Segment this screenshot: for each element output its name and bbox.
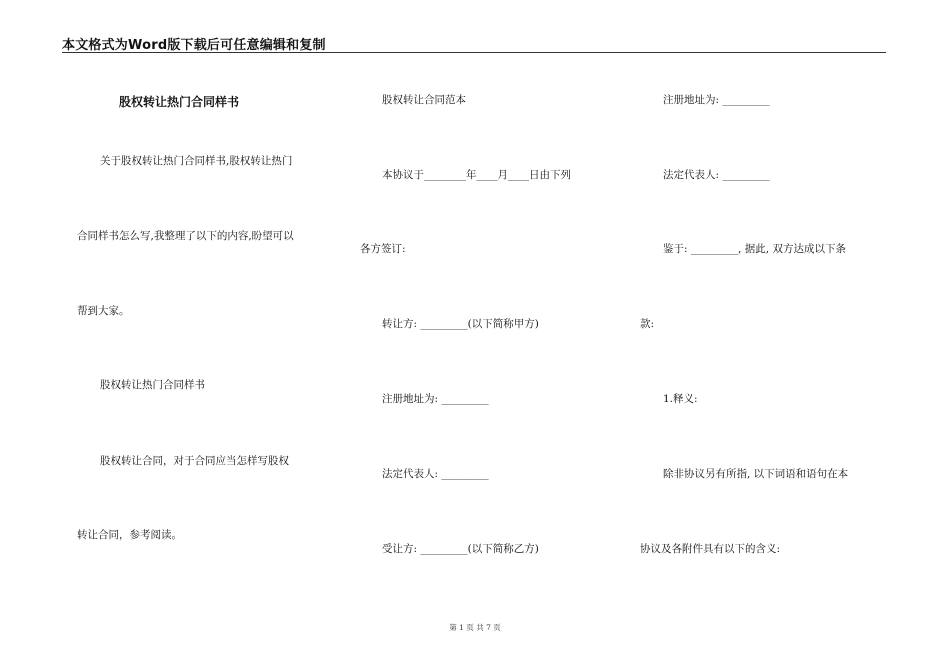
paragraph-line: 各方签订: (360, 243, 406, 255)
paragraph-line: 受让方: _________(以下简称乙方) (382, 543, 539, 555)
paragraph-line: 转让方: _________(以下简称甲方) (382, 318, 539, 330)
page-header (62, 34, 886, 53)
paragraph-line: 法定代表人: _________ (382, 468, 489, 480)
paragraph-line: 鉴于: _________, 据此, 双方达成以下条 (663, 243, 846, 255)
paragraph-line: 股权转让合同，对于合同应当怎样写股权 (100, 455, 289, 467)
paragraph-line: 协议及各附件具有以下的含义: (640, 543, 781, 555)
header-title: 本文格式为Word版下载后可任意编辑和复制 (62, 38, 326, 53)
paragraph-line: 除非协议另有所指, 以下词语和语句在本 (663, 468, 849, 480)
paragraph-line: 注册地址为: _________ (382, 393, 489, 405)
paragraph-line: 合同样书怎么写,我整理了以下的内容,盼望可以 (77, 230, 294, 242)
paragraph-line: 法定代表人: _________ (663, 169, 770, 181)
paragraph-line: 款: (640, 318, 655, 330)
paragraph-line: 股权转让热门合同样书 (100, 379, 205, 391)
paragraph-line: 1.释义: (663, 393, 698, 405)
page-number: 第 1 页 共 7 页 (449, 623, 501, 632)
paragraph-line: 注册地址为: _________ (663, 94, 770, 106)
paragraph-line: 股权转让合同范本 (382, 94, 466, 106)
paragraph-line: 本协议于________年____月____日由下列 (382, 169, 571, 181)
paragraph-line: 帮到大家。 (77, 305, 130, 317)
document-title: 股权转让热门合同样书 (119, 95, 240, 109)
paragraph-line: 转让合同，参考阅读。 (77, 529, 182, 541)
paragraph-line: 关于股权转让热门合同样书,股权转让热门 (100, 155, 293, 167)
